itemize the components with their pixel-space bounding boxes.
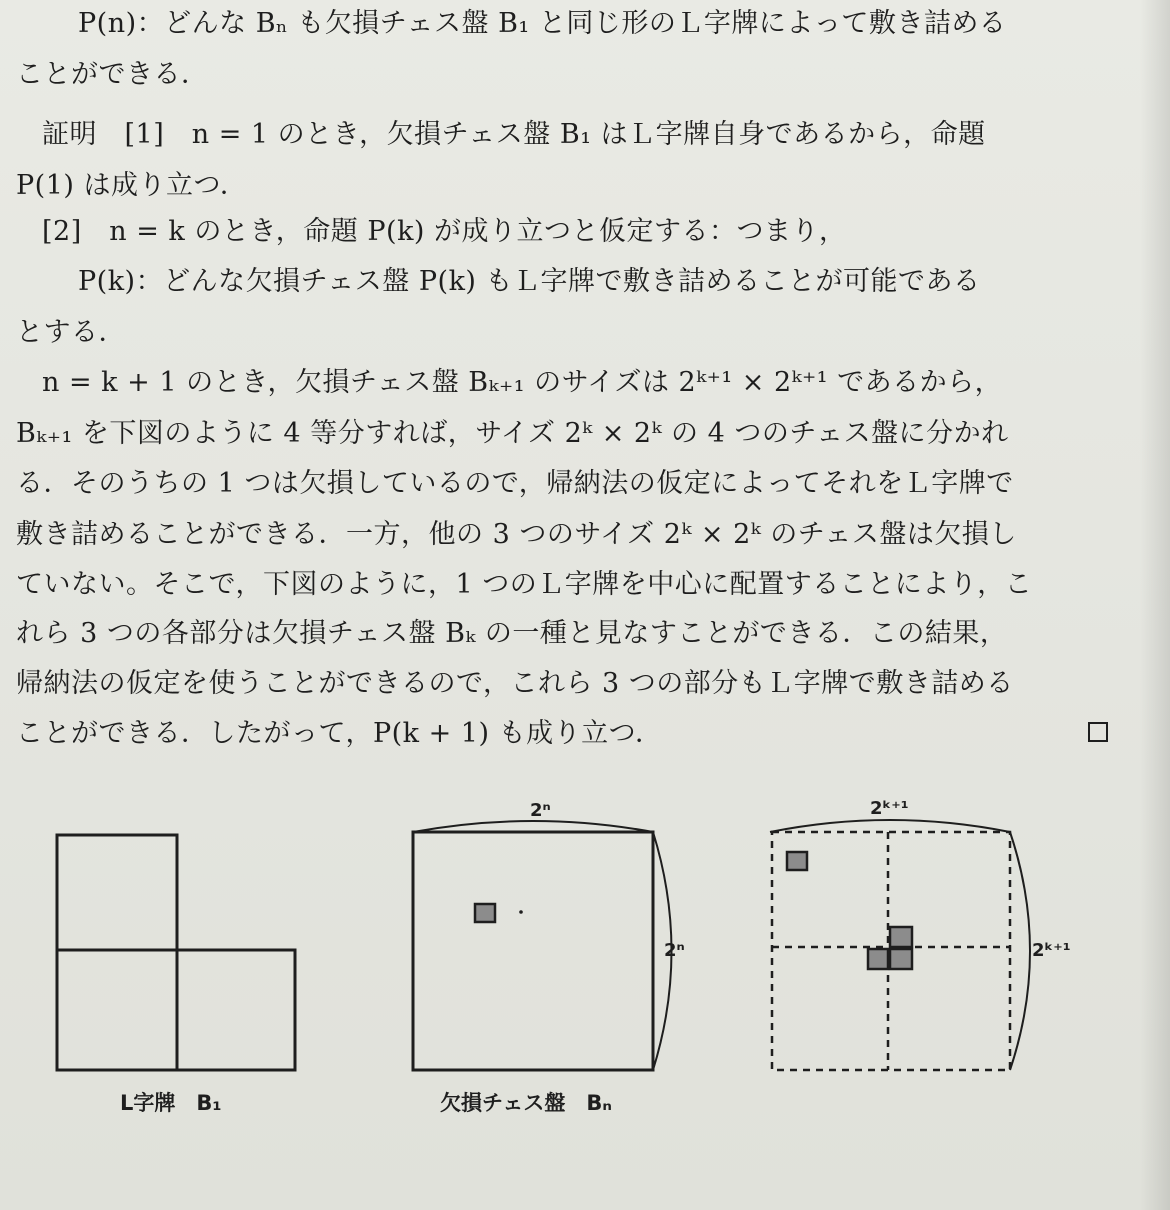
- qed-square-icon: [1088, 722, 1108, 742]
- fig3-top-label: 2ᵏ⁺¹: [870, 798, 909, 819]
- missing-square: [475, 904, 495, 922]
- side-size-brace-k: [1010, 832, 1030, 1070]
- fig3-side-label: 2ᵏ⁺¹: [1032, 940, 1071, 961]
- proof-step-line-1: n = k + 1 のとき，欠損チェス盤 Bₖ₊₁ のサイズは 2ᵏ⁺¹ × 2ᵏ⁺¹ であるから，: [42, 367, 1003, 398]
- proposition-line-2: ことができる．: [16, 59, 209, 90]
- hypothesis-line-1: P(k)：どんな欠損チェス盤 P(k) もＬ字牌で敷き詰めることが可能である: [78, 266, 981, 297]
- proof-case1-line-2: P(1) は成り立つ．: [16, 170, 248, 201]
- figures: [0, 780, 1170, 1140]
- proof-step-line-6: れら 3 つの各部分は欠損チェス盤 Bₖ の一種と見なすことができる．この結果，: [16, 618, 1008, 649]
- fig2-top-label: 2ⁿ: [530, 800, 551, 821]
- center-tromino-top-right: [890, 927, 912, 947]
- proof-step-line-7: 帰納法の仮定を使うことができるので，これら 3 つの部分もＬ字牌で敷き詰める: [16, 668, 1014, 699]
- proof-step-line-5: ていない。そこで，下図のように，1 つのＬ字牌を中心に配置することにより，こ: [16, 569, 1033, 600]
- proof-step-line-8: ことができる．したがって，P(k + 1) も成り立つ．: [16, 718, 663, 749]
- deficient-board-figure: [413, 821, 672, 1070]
- proof-step-line-3: る．そのうちの 1 つは欠損しているので，帰納法の仮定によってそれをＬ字牌で: [16, 468, 1014, 499]
- missing-square-corner: [787, 852, 807, 870]
- board-outline: [413, 832, 653, 1070]
- l-tromino-figure: [57, 835, 295, 1070]
- fig2-side-label: 2ⁿ: [664, 940, 685, 961]
- center-tromino-bottom-right: [890, 949, 912, 969]
- proof-step-line-4: 敷き詰めることができる．一方，他の 3 つのサイズ 2ᵏ × 2ᵏ のチェス盤は欠損し: [16, 519, 1017, 550]
- fig1-caption: L字牌 B₁: [120, 1091, 222, 1115]
- divided-board-figure: [770, 820, 1030, 1070]
- hypothesis-line-2: とする．: [16, 317, 126, 348]
- proof-case2-line-1: [2] n = k のとき，命題 P(k) が成り立つと仮定する：つまり，: [42, 216, 847, 247]
- l-tromino-top-cell: [57, 835, 177, 950]
- proposition-line-1: P(n)：どんな Bₙ も欠損チェス盤 B₁ と同じ形のＬ字牌によって敷き詰める: [78, 8, 1007, 39]
- proof-case1-line-1: 証明 [1] n = 1 のとき，欠損チェス盤 B₁ はＬ字牌自身であるから，命題: [42, 119, 986, 150]
- fig2-caption: 欠損チェス盤 Bₙ: [440, 1091, 612, 1115]
- proof-step-line-2: Bₖ₊₁ を下図のように 4 等分すれば，サイズ 2ᵏ × 2ᵏ の 4 つのチェス盤に分かれ: [16, 418, 1009, 449]
- stray-dot: [519, 910, 523, 914]
- l-tromino-bottom-right-cell: [177, 950, 295, 1070]
- l-tromino-bottom-left-cell: [57, 950, 177, 1070]
- center-tromino-bottom-left: [868, 949, 888, 969]
